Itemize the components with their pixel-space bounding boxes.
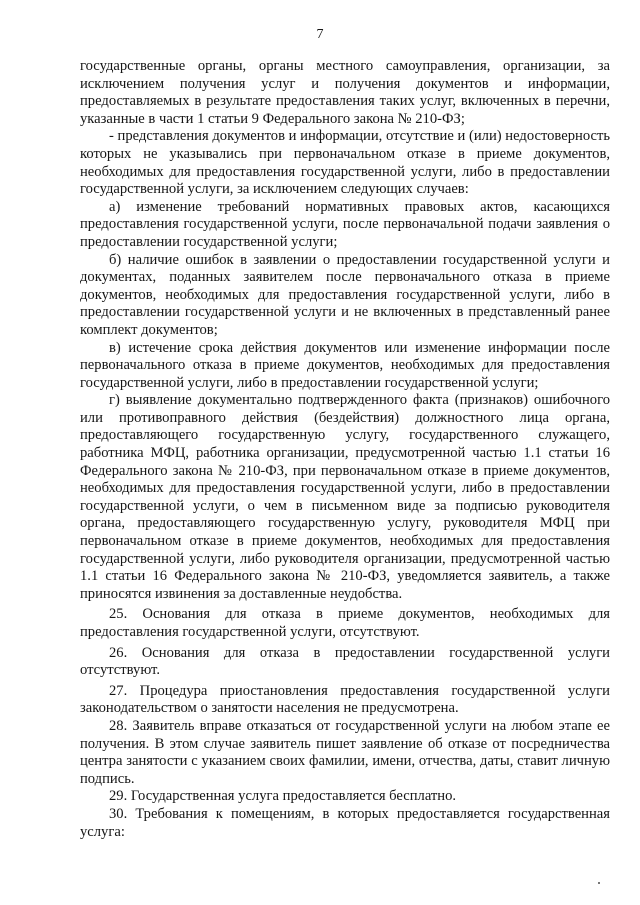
paragraph-case-a: а) изменение требований нормативных правовых актов, касающихся предоставления государственной услуги, после первоначальной подачи заявления о предоставлении государственной услуги;: [80, 198, 610, 250]
paragraph-case-b: б) наличие ошибок в заявлении о предоставлении государственной услуги и документах, поданных заявителем после первоначального отказа в приеме документов, необходимых для предоставления государственной услуги, либо в предоставлении государственной услуги и не включенных в представленный ранее комплект документов;: [80, 251, 610, 338]
document-body: [80, 58, 610, 841]
paragraph-case-g: г) выявление документально подтвержденного факта (признаков) ошибочного или противоправного действия (бездействия) должностного лица органа, предоставляющего государственную услугу, государственного служащего, работника МФЦ, работника организации, предусмотренной частью 1.1 статьи 16 Федерального закона № 210-ФЗ, при первоначальном отказе в приеме документов, необходимых для предоставления государственной услуги, либо в предоставлении государственной услуги, о чем в письменном виде за подписью руководителя органа, предоставляющего государственную услугу, руководителя МФЦ при первоначальном отказе в приеме документов, необходимых для предоставления государственной услуги, либо руководителя организации, предусмотренной частью 1.1 статьи 16 Федерального закона № 210-ФЗ, уведомляется заявитель, а также приносятся извинения за доставленные неудобства.: [80, 392, 610, 602]
paragraph-case-v: в) истечение срока действия документов или изменение информации после первоначального отказа в приеме документов, необходимых для предоставления государственной услуги, либо в предоставлении государственной услуги;: [80, 339, 610, 391]
paragraph-item-26: 26. Основания для отказа в предоставлении государственной услуги отсутствуют.: [80, 644, 610, 679]
paragraph-item-25: 25. Основания для отказа в приеме документов, необходимых для предоставления государственной услуги, отсутствуют.: [80, 606, 610, 640]
paragraph-item-27: 27. Процедура приостановления предоставления государственной услуги законодательством о занятости населения не предусмотрена.: [80, 682, 610, 717]
paragraph-item-29: 29. Государственная услуга предоставляется бесплатно.: [109, 788, 457, 805]
page-number: 7: [316, 27, 324, 42]
paragraph-item-28: 28. Заявитель вправе отказаться от государственной услуги на любом этапе ее получения. В этом случае заявитель пишет заявление об отказе от посредничества центра занятости с указанием своих фамилии, имени, отчества, даты, ставит личную подпись.: [80, 717, 610, 787]
paragraph-continuation: государственные органы, органы местного самоуправления, организации, за исключением получения услуг и получения документов и информации, предоставляемых в результате предоставления таких услуг, включенных в перечни, указанные в части 1 статьи 9 Федерального закона № 210-ФЗ;: [80, 58, 610, 127]
paragraph-item-30: 30. Требования к помещениям, в которых предоставляется государственная услуга:: [80, 805, 610, 840]
paragraph-list-dash: - представления документов и информации, отсутствие и (или) недостоверность которых не указывались при первоначальном отказе в приеме документов, необходимых для предоставления государственной услуги, либо в предоставлении государственной услуги, за исключением следующих случаев:: [80, 128, 610, 198]
scan-speck: [598, 882, 600, 884]
